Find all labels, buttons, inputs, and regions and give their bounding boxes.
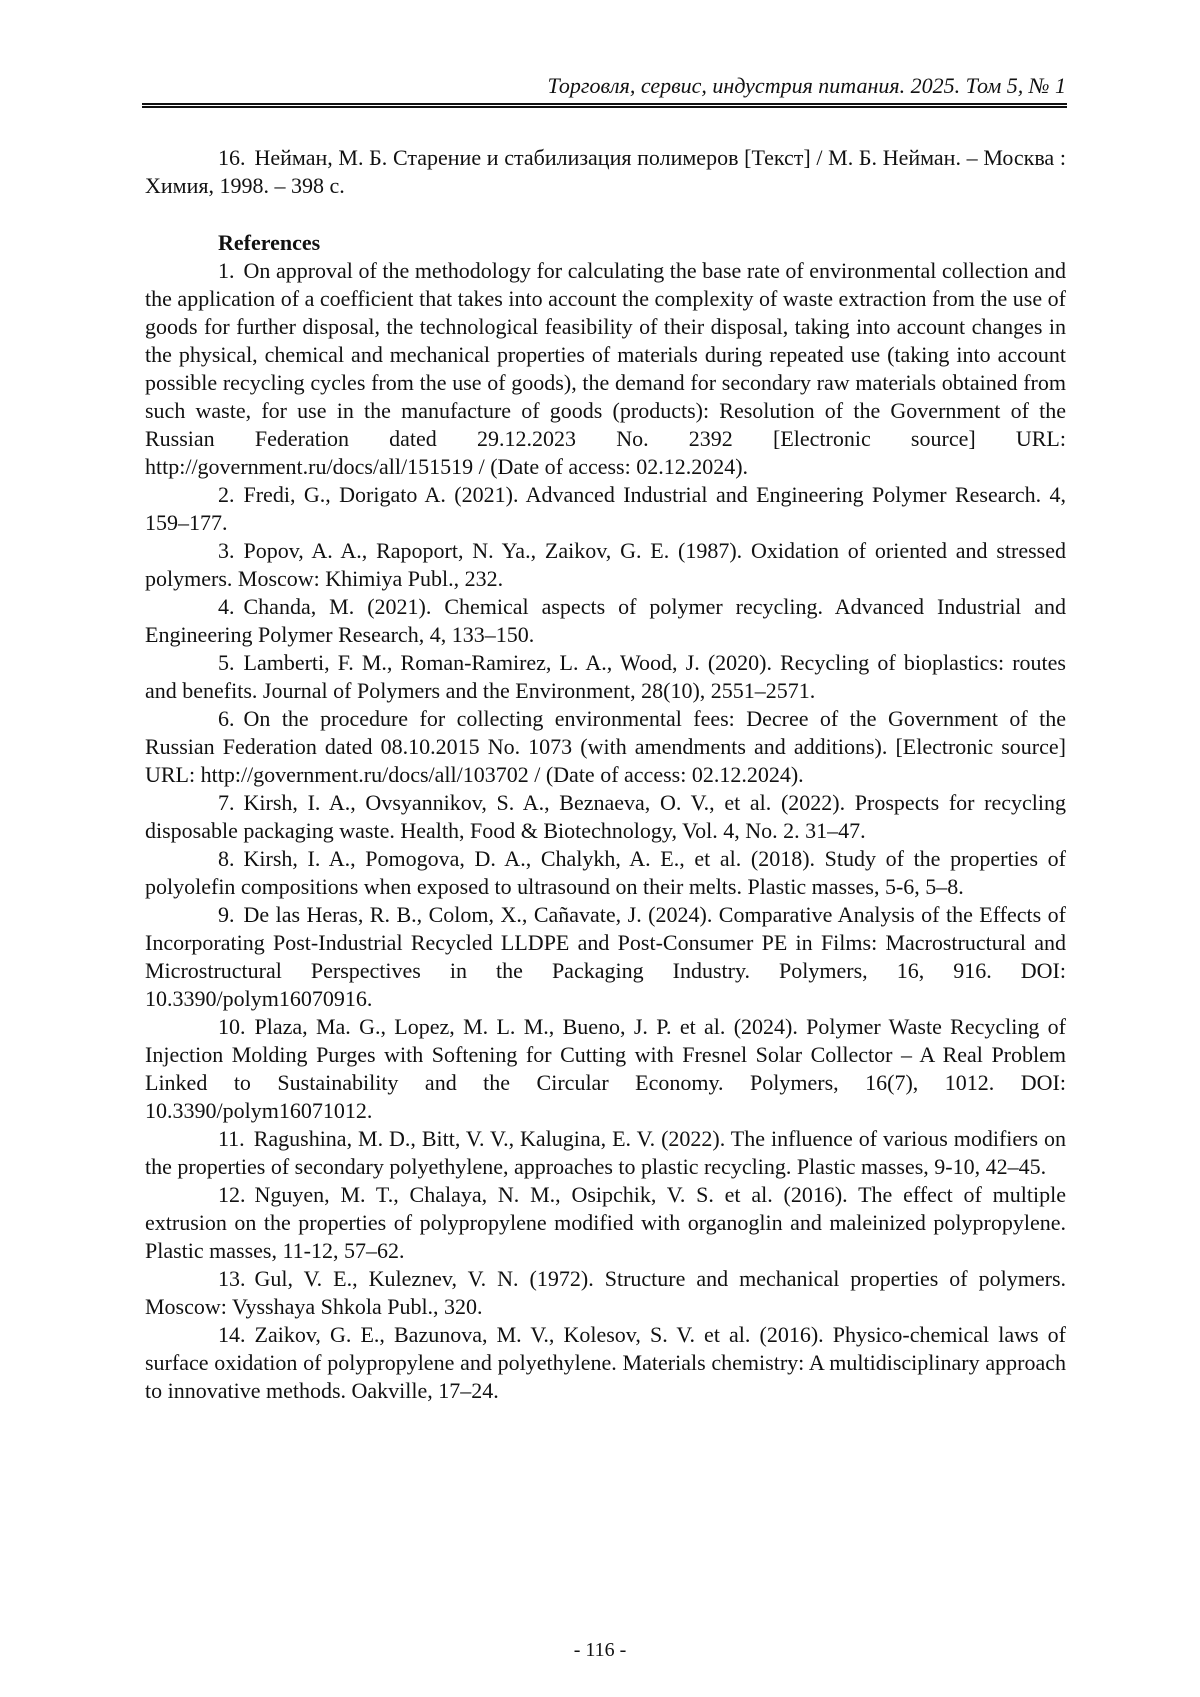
reference-entry bbox=[145, 1013, 1066, 1125]
header-divider bbox=[142, 103, 1067, 108]
reference-entry bbox=[145, 901, 1066, 1013]
spacer bbox=[145, 200, 1066, 229]
reference-text: Plaza, Ma. G., Lopez, M. L. M., Bueno, J. P. et al. (2024). Polymer Waste Recycling of Injection Molding Purges with Softening for Cutting with Fresnel Solar Collector – A Real Problem Linked to Sustainability and the Circular Economy. Polymers, 16(7), 1012. DOI: 10.3390/polym16071012. bbox=[145, 1014, 1066, 1123]
reference-entry bbox=[145, 789, 1066, 845]
reference-number: 5. bbox=[218, 649, 235, 677]
page-number: - 116 - bbox=[0, 1636, 1200, 1664]
reference-number: 6. bbox=[218, 705, 235, 733]
reference-number: 10. bbox=[218, 1013, 246, 1041]
reference-entry bbox=[145, 1181, 1066, 1265]
reference-number: 16. bbox=[218, 144, 246, 172]
reference-number: 2. bbox=[218, 481, 235, 509]
reference-text: On approval of the methodology for calculating the base rate of environmental collection and the application of a coefficient that takes into account the complexity of waste extraction from the use of goods for further disposal, the technological feasibility of their disposal, taking into account changes in the physical, chemical and mechanical properties of materials during repeated use (taking into account possible recycling cycles from the use of goods), the demand for secondary raw materials obtained from such waste, for use in the manufacture of goods (products): Resolution of the Government of the Russian Federation dated 29.12.2023 No. 2392 [Electronic source] URL: http://government.ru/docs/all/151519 / (Date of access: 02.12.2024). bbox=[145, 258, 1066, 479]
reference-text: Fredi, G., Dorigato A. (2021). Advanced Industrial and Engineering Polymer Research. 4, 159–177. bbox=[145, 482, 1066, 535]
reference-text: Nguyen, M. T., Chalaya, N. M., Osipchik, V. S. et al. (2016). The effect of multiple extrusion on the properties of polypropylene modified with organoglin and maleinized polypropylene. Plastic masses, 11-12, 57–62. bbox=[145, 1182, 1066, 1263]
reference-entry bbox=[145, 144, 1066, 200]
reference-entry bbox=[145, 1265, 1066, 1321]
reference-text: Zaikov, G. E., Bazunova, M. V., Kolesov, S. V. et al. (2016). Physico-chemical laws of surface oxidation of polypropylene and polyethylene. Materials chemistry: A multidisciplinary approach to innovative methods. Oakville, 17–24. bbox=[145, 1322, 1066, 1403]
reference-entry bbox=[145, 845, 1066, 901]
reference-entry bbox=[145, 1321, 1066, 1405]
reference-text: Popov, A. A., Rapoport, N. Ya., Zaikov, G. E. (1987). Oxidation of oriented and stressed polymers. Moscow: Khimiya Publ., 232. bbox=[145, 538, 1066, 591]
reference-text: De las Heras, R. B., Colom, X., Cañavate, J. (2024). Comparative Analysis of the Effects of Incorporating Post-Industrial Recycled LLDPE and Post-Consumer PE in Films: Macrostructural and Microstructural Perspectives in the Packaging Industry. Polymers, 16, 916. DOI: 10.3390/polym16070916. bbox=[145, 902, 1066, 1011]
reference-entry bbox=[145, 1125, 1066, 1181]
page-body bbox=[145, 144, 1066, 1405]
reference-text: Chanda, M. (2021). Chemical aspects of polymer recycling. Advanced Industrial and Engineering Polymer Research, 4, 133–150. bbox=[145, 594, 1066, 647]
reference-text: Gul, V. E., Kuleznev, V. N. (1972). Structure and mechanical properties of polymers. Moscow: Vysshaya Shkola Publ., 320. bbox=[145, 1266, 1066, 1319]
reference-text: On the procedure for collecting environmental fees: Decree of the Government of the Russian Federation dated 08.10.2015 No. 1073 (with amendments and additions). [Electronic source] URL: http://government.ru/docs/all/103702 / (Date of access: 02.12.2024). bbox=[145, 706, 1066, 787]
reference-number: 3. bbox=[218, 537, 235, 565]
reference-number: 12. bbox=[218, 1181, 246, 1209]
running-header: Торговля, сервис, индустрия питания. 2025. Том 5, № 1 bbox=[142, 72, 1066, 100]
reference-entry bbox=[145, 537, 1066, 593]
reference-entry bbox=[145, 705, 1066, 789]
reference-entry bbox=[145, 593, 1066, 649]
references-heading: References bbox=[145, 229, 1066, 257]
reference-number: 4. bbox=[218, 593, 235, 621]
reference-number: 13. bbox=[218, 1265, 246, 1293]
reference-text: Kirsh, I. A., Ovsyannikov, S. A., Beznaeva, O. V., et al. (2022). Prospects for recycling disposable packaging waste. Health, Food & Biotechnology, Vol. 4, No. 2. 31–47. bbox=[145, 790, 1066, 843]
reference-text: Lamberti, F. M., Roman-Ramirez, L. A., Wood, J. (2020). Recycling of bioplastics: routes and benefits. Journal of Polymers and the Environment, 28(10), 2551–2571. bbox=[145, 650, 1066, 703]
reference-entry bbox=[145, 649, 1066, 705]
reference-number: 8. bbox=[218, 845, 235, 873]
reference-entry bbox=[145, 481, 1066, 537]
reference-number: 7. bbox=[218, 789, 235, 817]
reference-entry bbox=[145, 257, 1066, 481]
reference-text: Ragushina, M. D., Bitt, V. V., Kalugina, E. V. (2022). The influence of various modifiers on the properties of secondary polyethylene, approaches to plastic recycling. Plastic masses, 9-10, 42–45. bbox=[145, 1126, 1066, 1179]
reference-number: 1. bbox=[218, 257, 235, 285]
reference-number: 14. bbox=[218, 1321, 246, 1349]
references-list bbox=[145, 257, 1066, 1405]
reference-text: Нейман, М. Б. Старение и стабилизация полимеров [Текст] / М. Б. Нейман. – Москва : Химия, 1998. – 398 с. bbox=[145, 145, 1066, 198]
reference-number: 9. bbox=[218, 901, 235, 929]
reference-number: 11. bbox=[218, 1125, 245, 1153]
reference-text: Kirsh, I. A., Pomogova, D. A., Chalykh, A. E., et al. (2018). Study of the properties of polyolefin compositions when exposed to ultrasound on their melts. Plastic masses, 5-6, 5–8. bbox=[145, 846, 1066, 899]
